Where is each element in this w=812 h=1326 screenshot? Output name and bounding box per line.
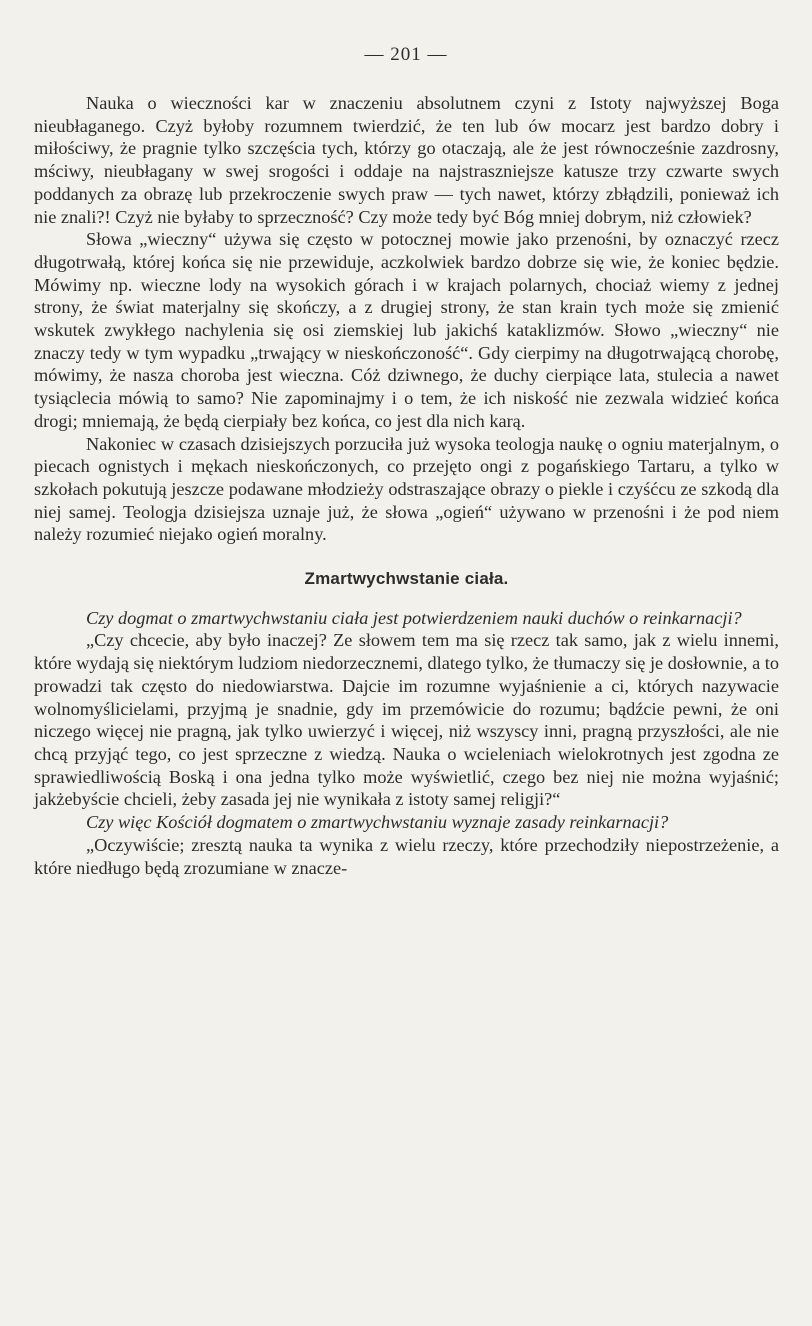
page-number: — 201 — [364, 44, 448, 65]
answer-1: „Czy chcecie, aby było inaczej? Ze słowem tem ma się rzecz tak samo, jak z wielu innemi, które wydają się niektórym ludziom niedorzecznemi, dlatego tylko, że tłumaczy się je dosłownie, a to prowadzi tak często do niedowiarstwa. Dajcie im rozumne wyjaśnienie a ci, których nazywacie wolnomyślicielami, przyjmą je snadnie, gdy im przemówicie do rozumu; bądźcie pewni, że oni niczego więcej nie pragną, jak tylko uwierzyć i więcej, niż wszyscy inni, pragną przyszłości, ale nie chcą przyjąć tego, co jest sprzeczne z wiedzą. Nauka o wcieleniach wielokrotnych jest zgodna ze sprawiedliwością Boską i ona jedna tylko może wyświetlić, czego bez niej nie można wyjaśnić; jakżebyście chcieli, żeby zasada jej nie wynikała z istoty samej religji?“ [34, 630, 779, 810]
question-2: Czy więc Kościół dogmatem o zmartwychwstaniu wyznaje zasady reinkarnacji? [86, 812, 669, 833]
question-1: Czy dogmat o zmartwychwstaniu ciała jest potwierdzeniem nauki duchów o reinkarnacji? [86, 607, 742, 628]
answer-2: „Oczywiście; zresztą nauka ta wynika z wielu rzeczy, które przechodziły niepostrzeżenie, a które niedługo będą zrozumiane w znacze- [34, 834, 779, 878]
section-title: Zmartwychwstanie ciała. [304, 569, 509, 589]
paragraph-eternity-of-punishment: Nauka o wieczności kar w znaczeniu absolutnem czyni z Istoty najwyższej Boga nieubłaganego. Czyż byłoby rozumnem twierdzić, że ten lub ów mocarz jest bardzo dobry i miłościwy, że pragnie tylko szczęścia tych, którzy go otaczają, ale że jest równocześnie zazdrosny, mściwy, nieubłagany w swej srogości i oddaje na najstraszniejsze katusze trzy czwarte swych poddanych za obrazę lub przekroczenie swych praw — tych nawet, którzy zbłądzili, ponieważ ich nie znali?! Czyż nie byłaby to sprzeczność? Czy może tedy być Bóg mniej dobrym, niż człowiek? [34, 93, 779, 227]
paragraph-word-eternal: Słowa „wieczny“ używa się często w potocznej mowie jako przenośni, by oznaczyć rzecz długotrwałą, której końca się nie przewiduje, aczkolwiek bardzo dobrze się wie, że koniec będzie. Mówimy np. wieczne lody na wysokich górach i w krajach polarnych, chociaż wiemy z jednej strony, że świat materjalny się skończy, a z drugiej strony, że stan krain tych może się zmienić wskutek zwykłego nachylenia się osi ziemskiej lub jakichś kataklizmów. Słowo „wieczny“ nie znaczy tedy w tym wypadku „trwający w nieskończoność“. Gdy cierpimy na długotrwającą chorobę, mówimy, że nasza choroba jest wieczna. Cóż dziwnego, że duchy cierpiące lata, stulecia a nawet tysiąclecia mówią to samo? Nie zapominajmy i o tem, że ich niskość nie zezwala widzieć końca drogi; mniemają, że będą cierpiały bez końca, co jest dla nich karą. [34, 229, 779, 431]
page-body [34, 92, 779, 879]
paragraph-modern-theology: Nakoniec w czasach dzisiejszych porzuciła już wysoka teologja naukę o ogniu materjalnym, o piecach ognistych i mękach nieskończonych, co przejęto ongi z pogańskiego Tartaru, a tylko w szkołach pokutują jeszcze podawane młodzieży odstraszające obrazy o piekle i czyśćcu ze szkodą dla niej samej. Teologja dzisiejsza uznaje już, że słowa „ogień“ używano w przenośni i że pod niem należy rozumieć niejako ogień moralny. [34, 433, 779, 545]
